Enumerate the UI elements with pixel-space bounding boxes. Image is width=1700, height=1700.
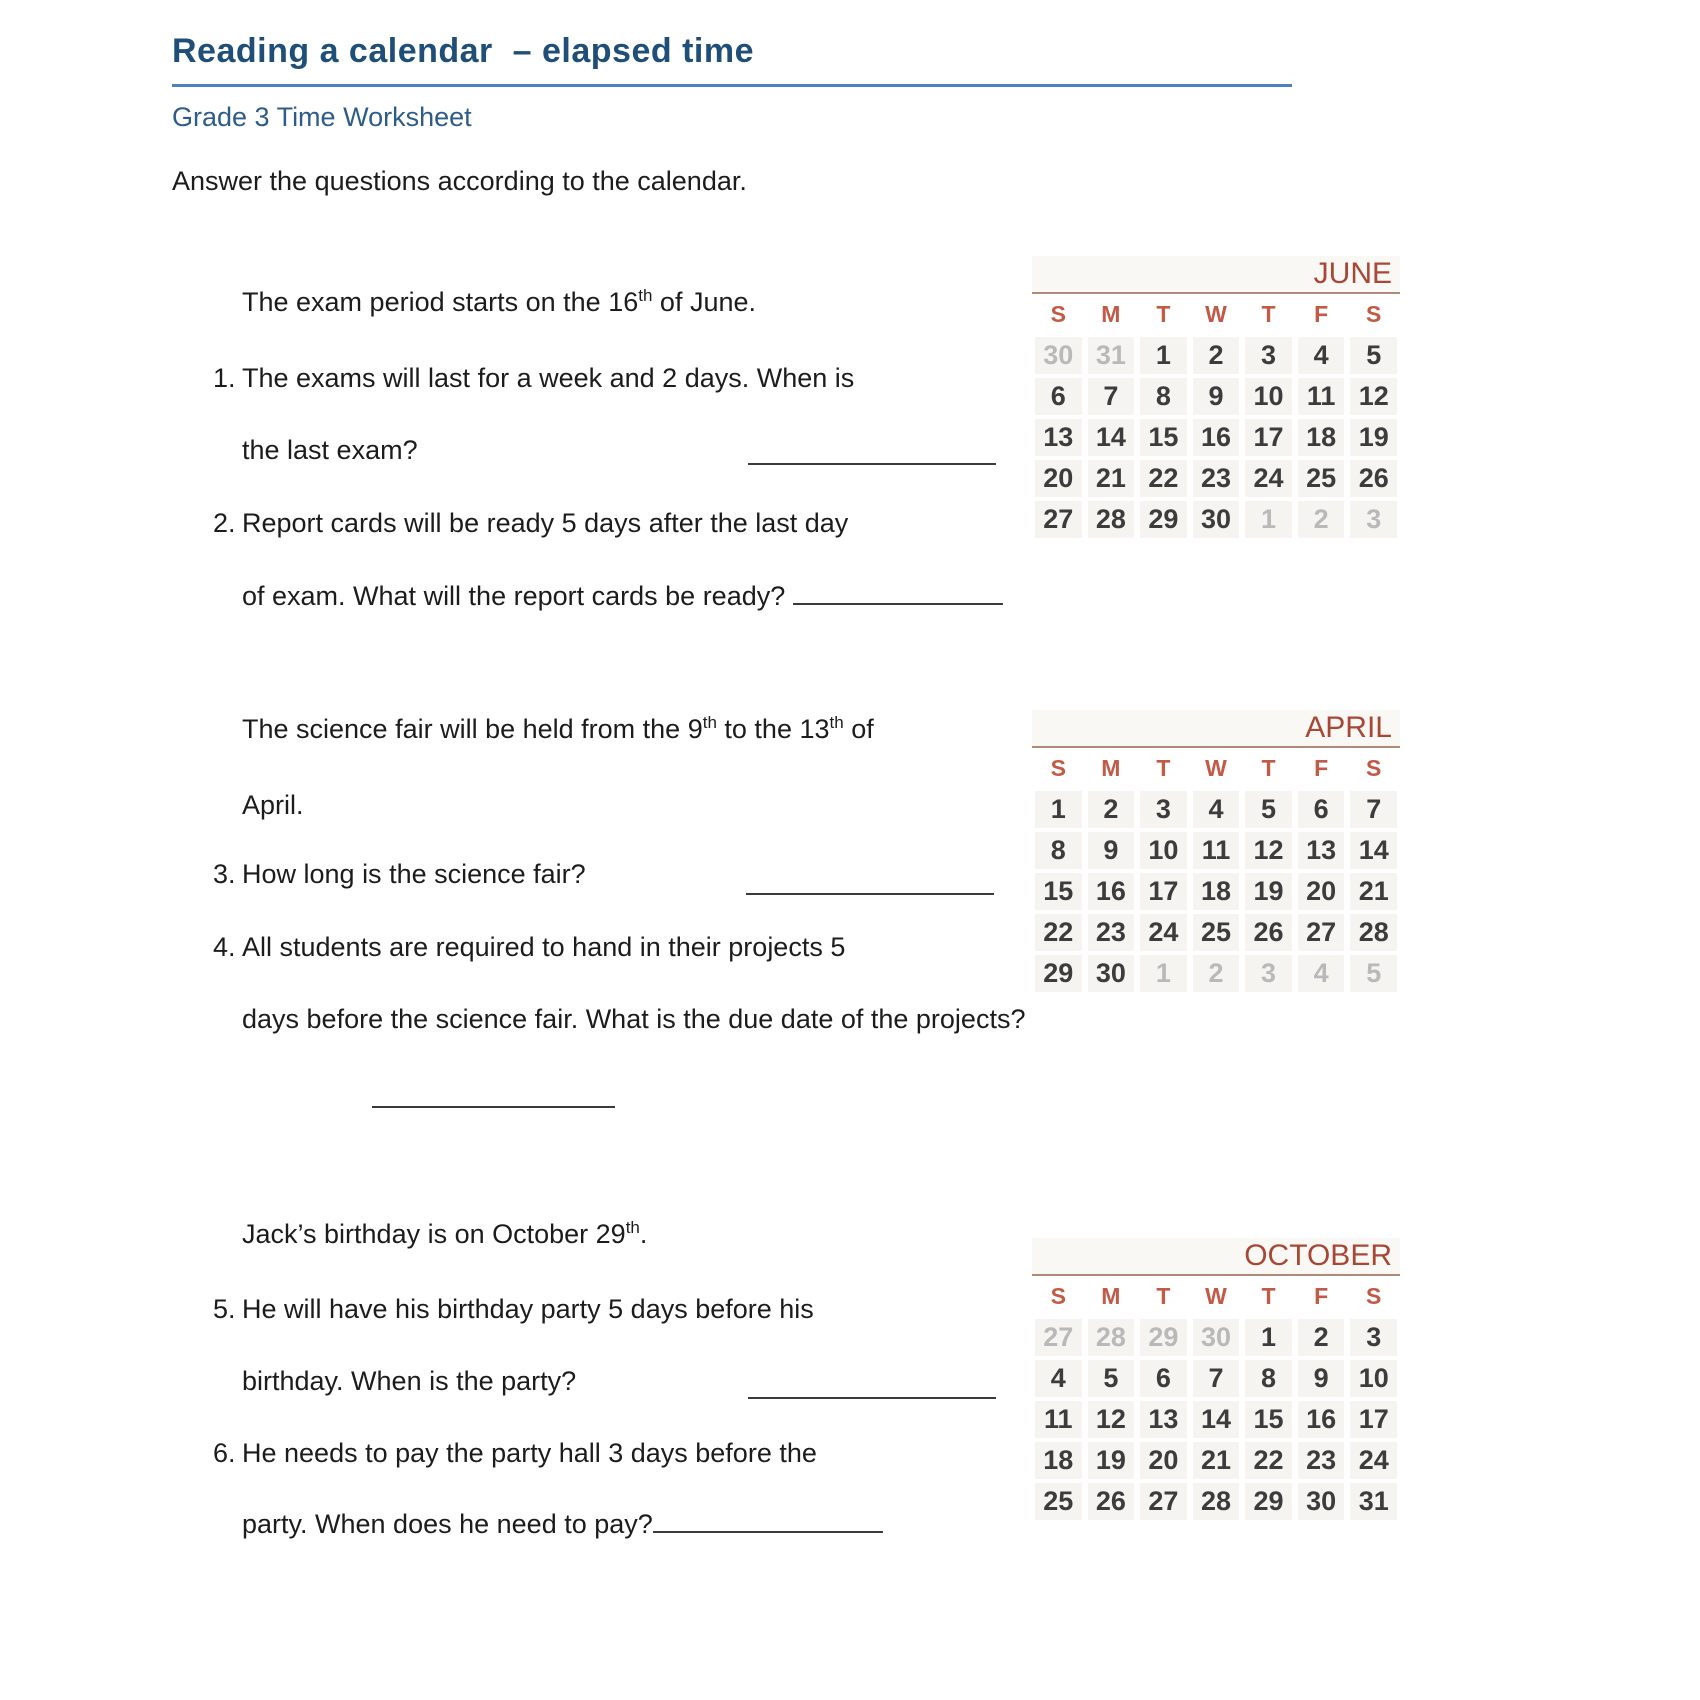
text-segment: the last exam? (242, 435, 418, 465)
calendar-june-grid (1032, 294, 1400, 540)
calendar-day: 5 (1088, 1360, 1135, 1397)
calendar-day: 7 (1350, 791, 1397, 828)
calendar-day: 16 (1193, 419, 1240, 456)
calendar-day: 7 (1193, 1360, 1240, 1397)
question-3-line-1 (213, 858, 586, 890)
calendar-day-adjacent-month: 27 (1035, 1319, 1082, 1356)
calendar-day: 6 (1035, 378, 1082, 415)
question-1-number: 1. (213, 363, 236, 393)
calendar-day: 29 (1245, 1483, 1292, 1520)
question-5-text (242, 1294, 814, 1324)
calendar-day: 9 (1298, 1360, 1345, 1397)
calendar-day-adjacent-month: 29 (1140, 1319, 1187, 1356)
weekday-label: S (1366, 755, 1382, 781)
calendar-day: 14 (1350, 832, 1397, 869)
calendar-day: 18 (1035, 1442, 1082, 1479)
calendar-day: 14 (1193, 1401, 1240, 1438)
calendar-april-grid (1032, 748, 1400, 994)
calendar-day: 26 (1245, 914, 1292, 951)
calendar-april-title: APRIL (1032, 710, 1400, 746)
calendar-day: 11 (1193, 832, 1240, 869)
weekday-label: S (1366, 301, 1382, 327)
calendar-day: 10 (1245, 378, 1292, 415)
calendar-day: 18 (1193, 873, 1240, 910)
calendar-day: 28 (1193, 1483, 1240, 1520)
calendar-day-adjacent-month: 1 (1140, 955, 1187, 992)
calendar-october-grid (1032, 1276, 1400, 1522)
calendar-day: 31 (1350, 1483, 1397, 1520)
calendar-day: 4 (1035, 1360, 1082, 1397)
calendar-day-adjacent-month: 1 (1245, 501, 1292, 538)
calendar-day: 19 (1245, 873, 1292, 910)
question-4-number: 4. (213, 932, 236, 962)
weekday-label: M (1101, 755, 1121, 781)
calendar-day: 1 (1245, 1319, 1292, 1356)
calendar-day: 28 (1350, 914, 1397, 951)
calendar-day: 3 (1350, 1319, 1397, 1356)
calendar-day: 3 (1245, 337, 1292, 374)
calendar-day: 27 (1035, 501, 1082, 538)
calendar-day: 16 (1088, 873, 1135, 910)
calendar-day: 13 (1140, 1401, 1187, 1438)
question-2-line-2 (242, 579, 1003, 612)
calendar-day-adjacent-month: 30 (1035, 337, 1082, 374)
calendar-day: 17 (1350, 1401, 1397, 1438)
calendar-day: 11 (1035, 1401, 1082, 1438)
superscript-text: th (638, 286, 653, 305)
calendar-day: 15 (1140, 419, 1187, 456)
calendar-day: 16 (1298, 1401, 1345, 1438)
text-segment: birthday. When is the party? (242, 1366, 577, 1396)
calendar-day: 4 (1193, 791, 1240, 828)
calendar-day: 13 (1298, 832, 1345, 869)
calendar-day: 30 (1298, 1483, 1345, 1520)
calendar-day: 3 (1140, 791, 1187, 828)
calendar-day: 23 (1088, 914, 1135, 951)
instruction-text: Answer the questions according to the calendar. (172, 166, 747, 196)
calendar-day: 27 (1140, 1483, 1187, 1520)
calendar-day: 26 (1088, 1483, 1135, 1520)
question-3-number: 3. (213, 859, 236, 889)
text-segment: How long is the science fair? (242, 859, 586, 889)
weekday-label: T (1156, 755, 1171, 781)
calendar-day: 28 (1088, 501, 1135, 538)
intro-science-fair-2 (242, 789, 304, 821)
intro-jacks-birthday (242, 1218, 647, 1250)
weekday-label: S (1050, 755, 1066, 781)
calendar-day: 2 (1298, 1319, 1345, 1356)
calendar-day: 15 (1035, 873, 1082, 910)
calendar-day: 29 (1035, 955, 1082, 992)
calendar-day: 9 (1193, 378, 1240, 415)
calendar-day-adjacent-month: 31 (1088, 337, 1135, 374)
calendar-june-title: JUNE (1032, 256, 1400, 292)
calendar-day: 18 (1298, 419, 1345, 456)
text-segment: party. When does he need to pay? (242, 1509, 653, 1539)
text-segment: Report cards will be ready 5 days after the last day (242, 508, 849, 538)
answer-blank-q1 (748, 438, 996, 465)
calendar-day: 21 (1088, 460, 1135, 497)
calendar-day-adjacent-month: 28 (1088, 1319, 1135, 1356)
answer-blank-q6 (653, 1507, 883, 1533)
weekday-label: T (1156, 301, 1171, 327)
answer-blank-q5 (748, 1373, 996, 1399)
question-6-text (242, 1438, 817, 1468)
calendar-day: 13 (1035, 419, 1082, 456)
answer-blank-q2 (793, 579, 1003, 605)
worksheet-subtitle: Grade 3 Time Worksheet (172, 102, 472, 132)
question-6-number: 6. (213, 1438, 236, 1468)
text-segment: of exam. What will the report cards be ready? (242, 581, 793, 611)
calendar-day: 2 (1193, 337, 1240, 374)
calendar-day: 8 (1140, 378, 1187, 415)
calendar-day: 20 (1140, 1442, 1187, 1479)
calendar-day: 2 (1088, 791, 1135, 828)
question-4-text (242, 932, 845, 962)
calendar-day-adjacent-month: 3 (1350, 501, 1397, 538)
calendar-day: 6 (1140, 1360, 1187, 1397)
calendar-day: 30 (1088, 955, 1135, 992)
calendar-day: 17 (1140, 873, 1187, 910)
text-segment: Jack’s birthday is on October 29 (242, 1219, 626, 1249)
calendar-day: 25 (1298, 460, 1345, 497)
calendar-day-adjacent-month: 30 (1193, 1319, 1240, 1356)
calendar-october (1032, 1238, 1400, 1522)
calendar-day: 26 (1350, 460, 1397, 497)
calendar-day: 21 (1350, 873, 1397, 910)
calendar-day: 6 (1298, 791, 1345, 828)
calendar-day: 24 (1245, 460, 1292, 497)
calendar-day: 20 (1298, 873, 1345, 910)
superscript-text: th (625, 1218, 640, 1237)
calendar-day-adjacent-month: 3 (1245, 955, 1292, 992)
question-5-line-1 (213, 1293, 814, 1325)
weekday-label: F (1314, 301, 1329, 327)
question-2-number: 2. (213, 508, 236, 538)
question-2-text (242, 508, 848, 538)
page-title: Reading a calendar – elapsed time (172, 32, 755, 70)
calendar-day: 17 (1245, 419, 1292, 456)
superscript-text: th (702, 713, 717, 732)
weekday-label: F (1314, 755, 1329, 781)
calendar-day-adjacent-month: 4 (1298, 955, 1345, 992)
text-segment: days before the science fair. What is the due date of the projects? (242, 1004, 1026, 1034)
question-5-number: 5. (213, 1294, 236, 1324)
calendar-day: 30 (1193, 501, 1240, 538)
weekday-label: S (1050, 1283, 1066, 1309)
question-5-line-2 (242, 1365, 576, 1397)
calendar-day-adjacent-month: 2 (1298, 501, 1345, 538)
calendar-day: 12 (1350, 378, 1397, 415)
text-segment: He needs to pay the party hall 3 days before the (242, 1438, 817, 1468)
question-1-line-1 (213, 362, 854, 394)
weekday-label: W (1205, 755, 1227, 781)
intro-exam-period (242, 286, 756, 318)
calendar-day: 22 (1035, 914, 1082, 951)
text-segment: to the 13 (716, 714, 830, 744)
calendar-day: 8 (1035, 832, 1082, 869)
calendar-day: 14 (1088, 419, 1135, 456)
intro-science-fair-1 (242, 713, 874, 745)
calendar-day: 23 (1193, 460, 1240, 497)
calendar-day: 20 (1035, 460, 1082, 497)
weekday-label: W (1205, 1283, 1227, 1309)
calendar-day: 27 (1298, 914, 1345, 951)
weekday-label: F (1314, 1283, 1329, 1309)
weekday-label: S (1366, 1283, 1382, 1309)
answer-blank-q3 (746, 868, 994, 895)
weekday-label: M (1101, 301, 1121, 327)
calendar-day: 19 (1350, 419, 1397, 456)
text-segment: The exams will last for a week and 2 days. When is (242, 363, 855, 393)
question-6-text-2 (242, 1509, 653, 1539)
question-2-line-1 (213, 507, 848, 539)
calendar-day: 4 (1298, 337, 1345, 374)
text-segment: He will have his birthday party 5 days before his (242, 1294, 814, 1324)
calendar-day: 8 (1245, 1360, 1292, 1397)
question-3-text (242, 859, 586, 889)
calendar-day: 24 (1350, 1442, 1397, 1479)
calendar-day: 1 (1035, 791, 1082, 828)
text-segment: The exam period starts on the 16 (242, 287, 639, 317)
question-6-line-2 (242, 1507, 883, 1540)
question-2-text-2 (242, 581, 793, 611)
weekday-label: W (1205, 301, 1227, 327)
calendar-day-adjacent-month: 2 (1193, 955, 1240, 992)
calendar-day: 19 (1088, 1442, 1135, 1479)
question-4-line-1 (213, 931, 845, 963)
text-segment: All students are required to hand in their projects 5 (242, 932, 846, 962)
calendar-april (1032, 710, 1400, 994)
weekday-label: T (1261, 1283, 1276, 1309)
calendar-june (1032, 256, 1400, 540)
calendar-day: 1 (1140, 337, 1187, 374)
calendar-day: 22 (1140, 460, 1187, 497)
text-segment: of June. (652, 287, 756, 317)
calendar-day: 29 (1140, 501, 1187, 538)
calendar-day: 22 (1245, 1442, 1292, 1479)
calendar-day: 25 (1035, 1483, 1082, 1520)
calendar-day: 12 (1088, 1401, 1135, 1438)
weekday-label: T (1261, 301, 1276, 327)
calendar-day: 7 (1088, 378, 1135, 415)
text-segment: The science fair will be held from the 9 (242, 714, 703, 744)
calendar-day-adjacent-month: 5 (1350, 955, 1397, 992)
calendar-day: 25 (1193, 914, 1240, 951)
calendar-day: 24 (1140, 914, 1187, 951)
text-segment: . (639, 1219, 648, 1249)
calendar-day: 11 (1298, 378, 1345, 415)
calendar-day: 9 (1088, 832, 1135, 869)
title-rule (172, 84, 1292, 87)
question-4-line-2 (242, 1003, 1025, 1035)
text-segment: of (843, 714, 874, 744)
question-6-line-1 (213, 1437, 817, 1469)
question-1-line-2 (242, 434, 418, 466)
calendar-day: 5 (1350, 337, 1397, 374)
text-segment: April. (242, 790, 304, 820)
weekday-label: T (1156, 1283, 1171, 1309)
calendar-day: 23 (1298, 1442, 1345, 1479)
calendar-day: 5 (1245, 791, 1292, 828)
calendar-day: 10 (1350, 1360, 1397, 1397)
weekday-label: M (1101, 1283, 1121, 1309)
calendar-day: 15 (1245, 1401, 1292, 1438)
calendar-day: 21 (1193, 1442, 1240, 1479)
weekday-label: T (1261, 755, 1276, 781)
calendar-october-title: OCTOBER (1032, 1238, 1400, 1274)
calendar-day: 10 (1140, 832, 1187, 869)
weekday-label: S (1050, 301, 1066, 327)
question-1-text (242, 363, 854, 393)
answer-blank-q4 (372, 1082, 615, 1108)
superscript-text: th (829, 713, 844, 732)
calendar-day: 12 (1245, 832, 1292, 869)
